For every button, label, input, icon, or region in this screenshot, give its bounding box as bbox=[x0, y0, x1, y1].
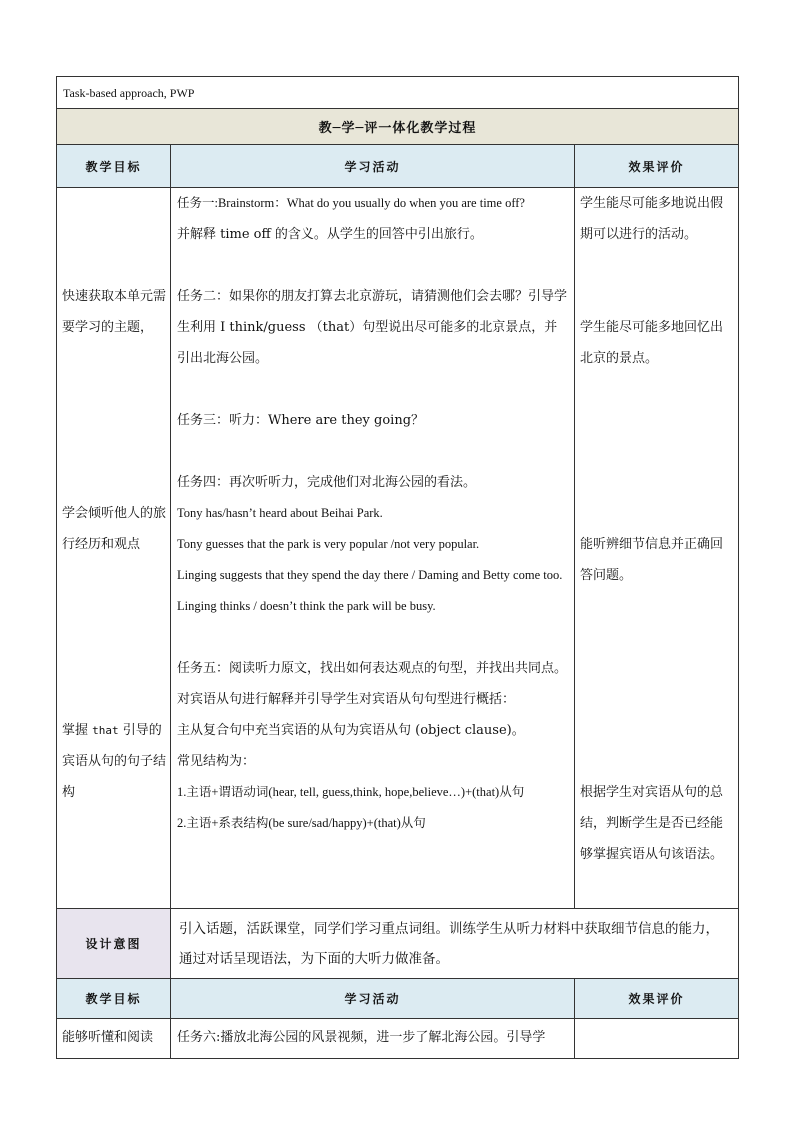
task-4-item-2: Tony guesses that the park is very popular /not very popular. bbox=[177, 537, 480, 551]
task-1-line: 任务一:Brainstorm：What do you usually do when you are time off? bbox=[177, 196, 525, 210]
bottom-row bbox=[57, 1019, 739, 1059]
evaluation-1: 学生能尽可能多地说出假期可以进行的活动。 bbox=[580, 196, 724, 242]
section-title-row bbox=[57, 109, 739, 145]
evaluations-cell bbox=[575, 188, 739, 909]
task-1-explain: 并解释 time off 的含义。从学生的回答中引出旅行。 bbox=[177, 227, 483, 242]
section-title: 教─学─评一体化教学过程 bbox=[57, 109, 739, 145]
task-5-definition: 主从复合句中充当宾语的从句为宾语从句 (object clause)。 bbox=[177, 723, 525, 738]
lesson-plan-document bbox=[56, 76, 738, 1059]
goal-3-part-b: 引导的宾语从句的句子结构 bbox=[62, 723, 167, 800]
task-2: 任务二：如果你的朋友打算去北京游玩，请猜测他们会去哪？引导学生利用 I think/guess （that）句型说出尽可能多的北京景点，并引出北海公园。 bbox=[177, 289, 568, 366]
header-row bbox=[57, 145, 739, 188]
design-intent-row bbox=[57, 909, 739, 979]
design-intent-label: 设计意图 bbox=[57, 909, 171, 979]
header-teaching-goal: 教学目标 bbox=[57, 145, 171, 188]
header-teaching-goal-2: 教学目标 bbox=[57, 979, 171, 1019]
task-4: 任务四：再次听听力，完成他们对北海公园的看法。 bbox=[177, 475, 477, 490]
task-5-structure-1: 1.主语+谓语动词(hear, tell, guess,think, hope,believe…)+(that)从句 bbox=[177, 785, 525, 799]
approach-text: Task-based approach, PWP bbox=[57, 77, 739, 109]
task-4-item-1: Tony has/hasn’t heard about Beihai Park. bbox=[177, 506, 383, 520]
task-5-structure-2: 2.主语+系表结构(be sure/sad/happy)+(that)从句 bbox=[177, 816, 426, 830]
design-intent-text: 引入话题，活跃课堂，同学们学习重点词组。训练学生从听力材料中获取细节信息的能力，通过对话呈现语法，为下面的大听力做准备。 bbox=[171, 909, 739, 979]
evaluation-3: 能听辨细节信息并正确回答问题。 bbox=[580, 537, 724, 583]
goal-1: 快速获取本单元需要学习的主题， bbox=[62, 289, 167, 335]
evaluation-2: 学生能尽可能多地回忆出北京的景点。 bbox=[580, 320, 724, 366]
teaching-process-table bbox=[56, 76, 739, 1059]
task-4-item-4: Linging thinks / doesn’t think the park will be busy. bbox=[177, 599, 436, 613]
header-effect-evaluation-2: 效果评价 bbox=[575, 979, 739, 1019]
task-5: 任务五：阅读听力原文，找出如何表达观点的句型，并找出共同点。对宾语从句进行解释并引导学生对宾语从句句型进行概括： bbox=[177, 661, 568, 707]
task-4-item-3: Linging suggests that they spend the day there / Daming and Betty come too. bbox=[177, 568, 563, 582]
goal-3 bbox=[62, 715, 166, 808]
header-row-2 bbox=[57, 979, 739, 1019]
task-3: 任务三：听力：Where are they going？ bbox=[177, 413, 425, 428]
activities-cell bbox=[171, 188, 575, 909]
task-5-structures-label: 常见结构为： bbox=[177, 754, 256, 769]
goals-cell bbox=[57, 188, 171, 909]
goal-3-part-a: 掌握 bbox=[62, 723, 89, 738]
approach-row bbox=[57, 77, 739, 109]
header-learning-activity-2: 学习活动 bbox=[171, 979, 575, 1019]
bottom-goal: 能够听懂和阅读 bbox=[57, 1019, 171, 1059]
evaluation-4: 根据学生对宾语从句的总结，判断学生是否已经能够掌握宾语从句该语法。 bbox=[580, 785, 724, 862]
goal-2: 学会倾听他人的旅行经历和观点 bbox=[62, 506, 167, 552]
header-learning-activity: 学习活动 bbox=[171, 145, 575, 188]
header-effect-evaluation: 效果评价 bbox=[575, 145, 739, 188]
bottom-evaluation bbox=[575, 1019, 739, 1059]
goal-3-code: that bbox=[92, 724, 119, 737]
bottom-activity: 任务六:播放北海公园的风景视频，进一步了解北海公园。引导学 bbox=[171, 1019, 575, 1059]
main-content-row bbox=[57, 188, 739, 909]
